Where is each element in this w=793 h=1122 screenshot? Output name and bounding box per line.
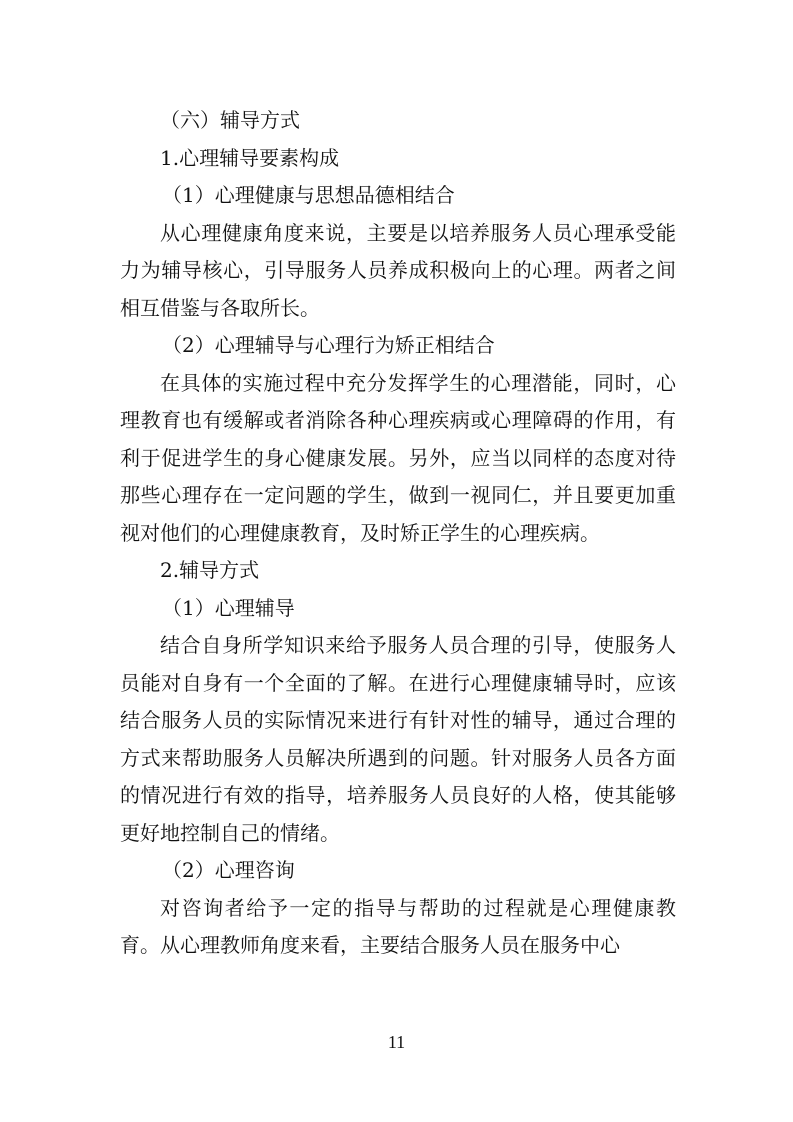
subsection-heading-1: 1.心理辅导要素构成 <box>160 145 340 170</box>
paragraph-4: 对咨询者给予一定的指导与帮助的过程就是心理健康教育。从心理教师角度来看，主要结合服务人员在服务中心 <box>120 895 676 957</box>
subsection-heading-2: 2.辅导方式 <box>160 558 260 582</box>
item-heading-2-2: （2）心理咨询 <box>162 858 295 882</box>
item-heading-1-1: （1）心理健康与思想品德相结合 <box>162 183 455 207</box>
paragraph-1: 从心理健康角度来说，主要是以培养服务人员心理承受能力为辅导核心，引导服务人员养成积极向上的心理。两者之间相互借鉴与各取所长。 <box>120 220 676 320</box>
item-heading-1-2: （2）心理辅导与心理行为矫正相结合 <box>162 333 495 357</box>
paragraph-3: 结合自身所学知识来给予服务人员合理的引导，使服务人员能对自身有一个全面的了解。在进行心理健康辅导时，应该结合服务人员的实际情况来进行有针对性的辅导，通过合理的方式来帮助服务人员解决所遇到的问题。针对服务人员各方面的情况进行有效的指导，培养服务人员良好的人格，使其能够更好地控制自己的情绪。 <box>120 633 676 845</box>
document-body <box>120 102 676 965</box>
paragraph-2: 在具体的实施过程中充分发挥学生的心理潜能，同时，心理教育也有缓解或者消除各种心理疾病或心理障碍的作用，有利于促进学生的身心健康发展。另外，应当以同样的态度对待那些心理存在一定问题的学生，做到一视同仁，并且要更加重视对他们的心理健康教育，及时矫正学生的心理疾病。 <box>120 370 676 545</box>
section-heading-six: （六）辅导方式 <box>160 108 300 132</box>
page-number: 11 <box>387 1032 406 1052</box>
item-heading-2-1: （1）心理辅导 <box>162 595 295 620</box>
